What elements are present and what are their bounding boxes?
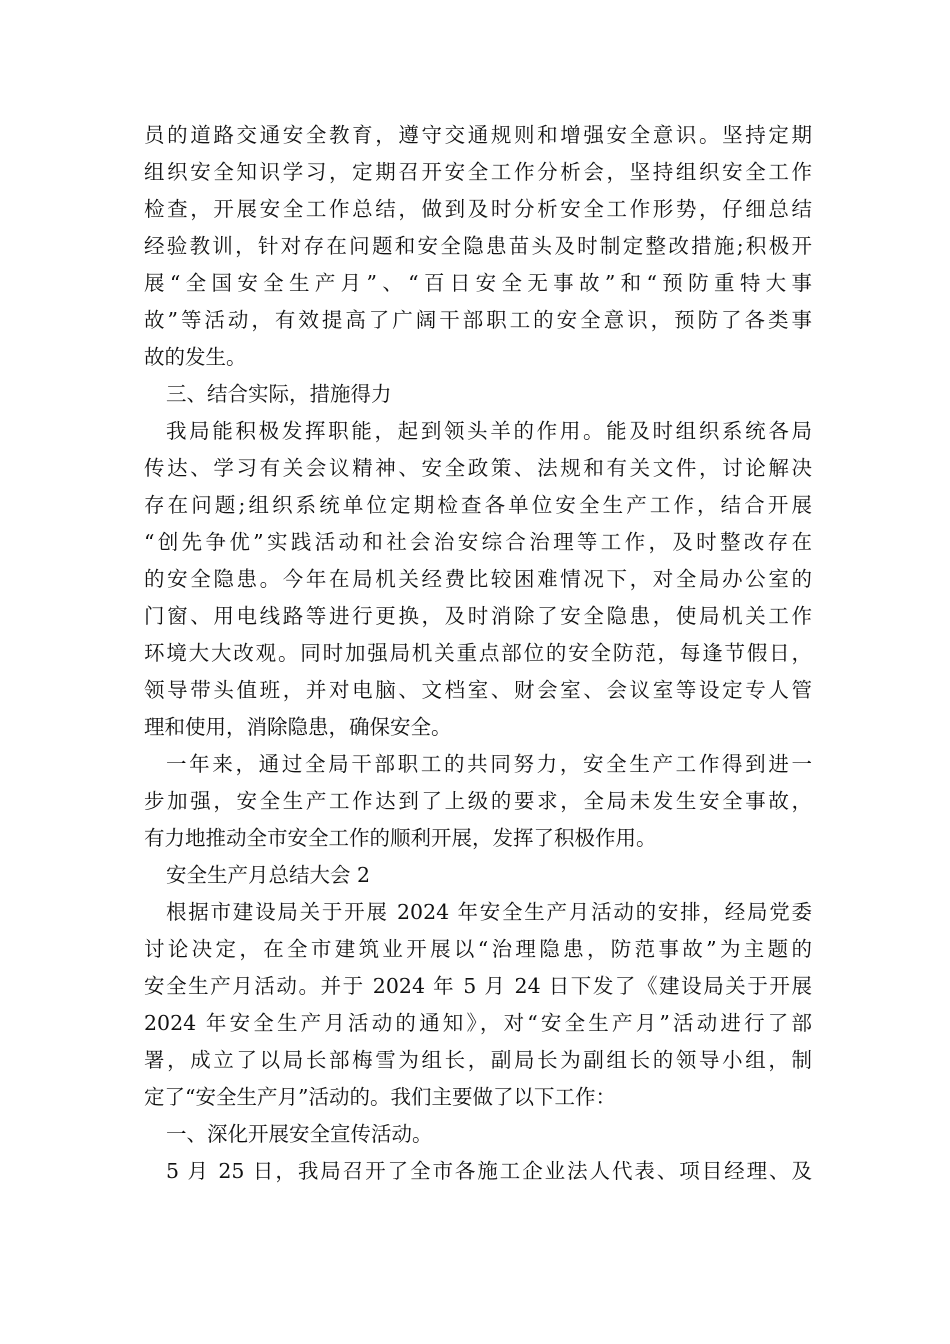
text-line: 经验教训，针对存在问题和安全隐患苗头及时制定整改措施;积极开 <box>144 234 812 258</box>
text-line: 的安全隐患。今年在局机关经费比较困难情况下，对全局办公室的 <box>144 567 812 591</box>
text-line: “创先争优”实践活动和社会治安综合治理等工作，及时整改存在 <box>144 530 812 554</box>
document-page <box>144 117 812 1190</box>
text-line: 展“全国安全生产月”、“百日安全无事故”和“预防重特大事 <box>144 271 812 295</box>
text-line: 故”等活动，有效提高了广阔干部职工的安全意识，预防了各类事 <box>144 308 812 332</box>
text-line: 故的发生。 <box>144 345 247 369</box>
text-line: 门窗、用电线路等进行更换，及时消除了安全隐患，使局机关工作 <box>144 604 812 628</box>
text-line: 员的道路交通安全教育，遵守交通规则和增强安全意识。坚持定期 <box>144 123 812 147</box>
text-line: 2024 年安全生产月活动的通知》，对“安全生产月”活动进行了部 <box>144 1011 812 1035</box>
text-line: 署，成立了以局长部梅雪为组长，副局长为副组长的领导小组，制 <box>144 1048 812 1072</box>
text-line: 我局能积极发挥职能，起到领头羊的作用。能及时组织系统各局 <box>166 419 812 443</box>
text-line: 安全生产月活动。并于 2024 年 5 月 24 日下发了《建设局关于开展 <box>144 974 812 998</box>
text-line: 一、深化开展安全宣传活动。 <box>166 1122 433 1146</box>
text-line: 有力地推动全市安全工作的顺利开展，发挥了积极作用。 <box>144 826 657 850</box>
text-line: 领导带头值班，并对电脑、文档室、财会室、会议室等设定专人管 <box>144 678 812 702</box>
text-line: 步加强，安全生产工作达到了上级的要求，全局未发生安全事故， <box>144 789 812 813</box>
text-line: 传达、学习有关会议精神、安全政策、法规和有关文件，讨论解决 <box>144 456 812 480</box>
text-line: 环境大大改观。同时加强局机关重点部位的安全防范，每逢节假日， <box>144 641 812 665</box>
text-line: 安全生产月总结大会 2 <box>166 863 371 887</box>
text-line: 5 月 25 日，我局召开了全市各施工企业法人代表、项目经理、及 <box>166 1159 812 1183</box>
text-line: 检查，开展安全工作总结，做到及时分析安全工作形势，仔细总结 <box>144 197 812 221</box>
text-line: 三、结合实际，措施得力 <box>166 382 392 406</box>
text-line: 组织安全知识学习，定期召开安全工作分析会，坚持组织安全工作 <box>144 160 812 184</box>
text-line: 一年来，通过全局干部职工的共同努力，安全生产工作得到进一 <box>166 752 812 776</box>
text-line: 存在问题;组织系统单位定期检查各单位安全生产工作，结合开展 <box>144 493 812 517</box>
text-line: 讨论决定，在全市建筑业开展以“治理隐患，防范事故”为主题的 <box>144 937 812 961</box>
text-line: 理和使用，消除隐患，确保安全。 <box>144 715 452 739</box>
text-line: 定了“安全生产月”活动的。我们主要做了以下工作： <box>144 1085 616 1109</box>
text-line: 根据市建设局关于开展 2024 年安全生产月活动的安排，经局党委 <box>166 900 812 924</box>
